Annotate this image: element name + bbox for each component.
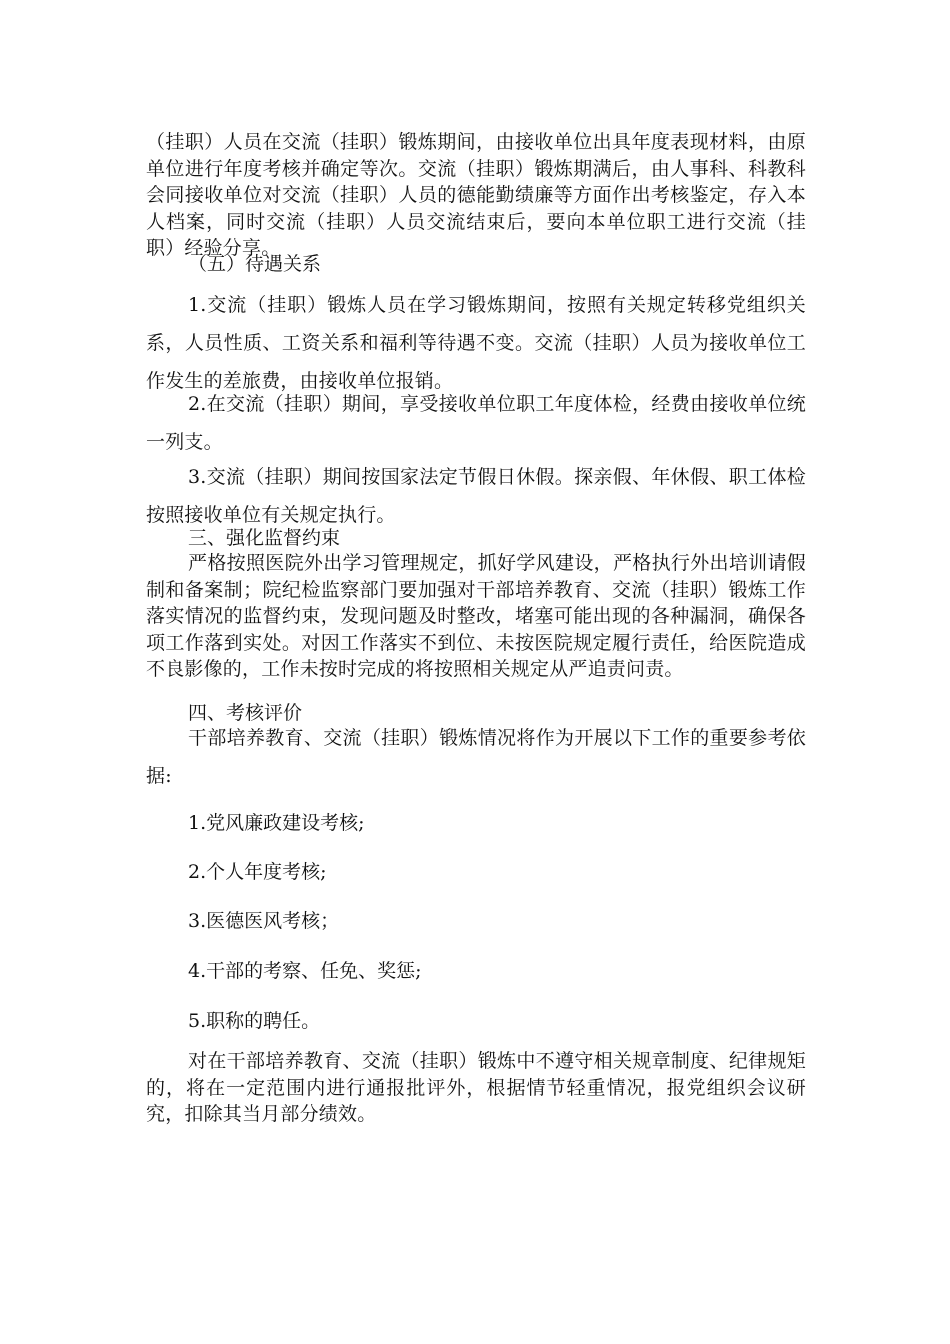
list-item-assessment-3: 3.医德医风考核； [188,910,340,932]
list-item-assessment-4: 4.干部的考察、任免、奖惩; [188,960,422,982]
paragraph-benefits-2: 2.在交流（挂职）期间，享受接收单位职工年度体检，经费由接收单位统一列支。 [146,393,806,453]
heading-supervision: 三、强化监督约束 [188,527,341,549]
paragraph-closing: 对在干部培养教育、交流（挂职）锻炼中不遵守相关规章制度、纪律规矩的，将在一定范围内进行通报批评外，根据情节轻重情况，报党组织会议研究，扣除其当月部分绩效。 [146,1050,806,1125]
paragraph-supervision: 严格按照医院外出学习管理规定，抓好学风建设，严格执行外出培训请假制和备案制；院纪检监察部门要加强对干部培养教育、交流（挂职）锻炼工作落实情况的监督约束，发现问题及时整改，堵塞可能出现的各种漏洞，确保各项工作落到实处。对因工作落实不到位、未按医院规定履行责任，给医院造成不良影像的，工作未按时完成的将按照相关规定从严追责问责。 [146,552,806,680]
paragraph-assessment-intro: 干部培养教育、交流（挂职）锻炼情况将作为开展以下工作的重要参考依据: [146,727,806,787]
heading-assessment: 四、考核评价 [188,702,303,724]
list-item-assessment-1: 1.党风廉政建设考核; [188,812,365,834]
paragraph-assessment-continuation: （挂职）人员在交流（挂职）锻炼期间，由接收单位出具年度表现材料，由原单位进行年度考核并确定等次。交流（挂职）锻炼期满后，由人事科、科教科会同接收单位对交流（挂职）人员的德能勤绩廉等方面作出考核鉴定，存入本人档案，同时交流（挂职）人员交流结束后，要向本单位职工进行交流（挂职）经验分享。 [146,131,806,259]
heading-benefits: （五）待遇关系 [188,253,322,275]
paragraph-benefits-1: 1.交流（挂职）锻炼人员在学习锻炼期间，按照有关规定转移党组织关系，人员性质、工资关系和福利等待遇不变。交流（挂职）人员为接收单位工作发生的差旅费，由接收单位报销。 [146,294,806,392]
list-item-assessment-5: 5.职称的聘任。 [188,1010,321,1032]
paragraph-benefits-3: 3.交流（挂职）期间按国家法定节假日休假。探亲假、年休假、职工体检按照接收单位有关规定执行。 [146,466,806,526]
list-item-assessment-2: 2.个人年度考核; [188,861,327,883]
